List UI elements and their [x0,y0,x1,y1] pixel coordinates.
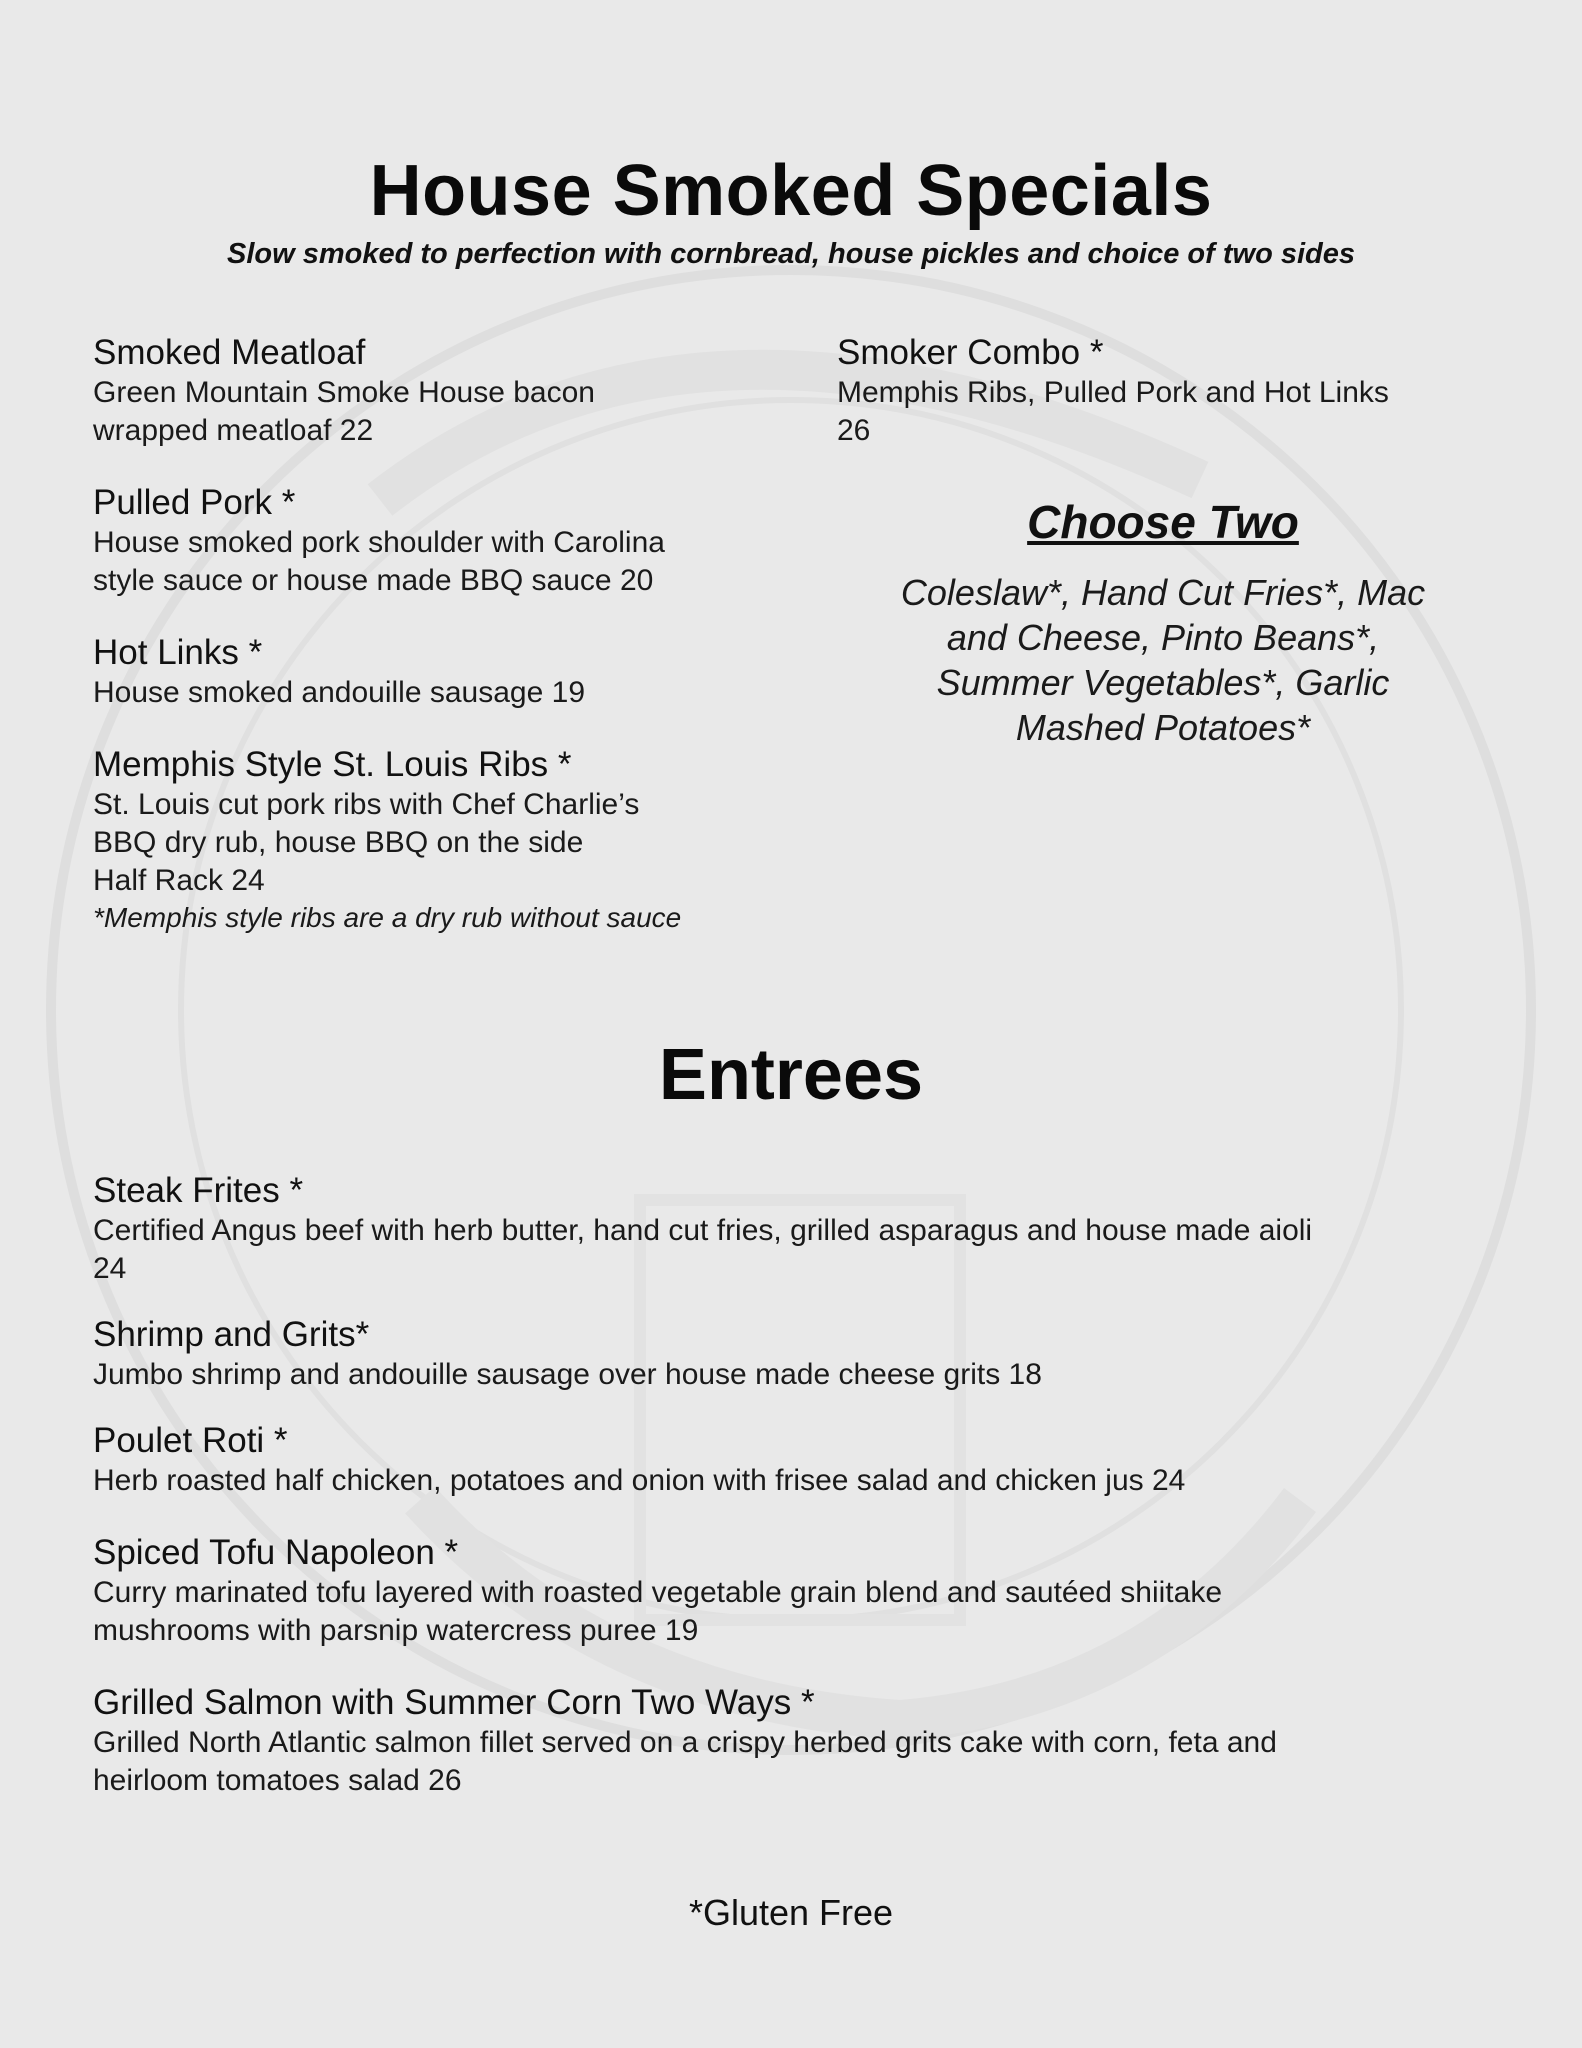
specials-right-column [837,332,1497,450]
item-desc: Grilled North Atlantic salmon fillet served on a crispy herbed grits cake with corn, feta and [93,1726,1277,1759]
menu-item-memphis-ribs [93,744,773,936]
sides-line: and Cheese, Pinto Beans*, [946,617,1380,658]
menu-item-steak-frites [93,1170,1513,1288]
menu-item-hot-links [93,632,773,712]
item-name: Smoker Combo * [837,333,1104,372]
item-desc: heirloom tomatoes salad 26 [93,1764,462,1797]
menu-item-poulet-roti [93,1420,1513,1500]
item-desc: House smoked pork shoulder with Carolina [93,526,665,559]
entrees-title: Entrees [658,1035,924,1115]
item-note: *Memphis style ribs are a dry rub without sauce [93,902,682,933]
sides-line: Mashed Potatoes* [1015,707,1311,748]
gluten-free-note: *Gluten Free [688,1892,894,1933]
item-desc: St. Louis cut pork ribs with Chef Charlie’s [93,788,640,821]
item-name: Memphis Style St. Louis Ribs * [93,745,572,784]
item-desc: Jumbo shrimp and andouille sausage over house made cheese grits 18 [93,1358,1042,1391]
sides-line: Summer Vegetables*, Garlic [936,662,1390,703]
item-desc: 26 [837,414,871,447]
item-name: Smoked Meatloaf [93,333,366,372]
sides-list [870,570,1456,750]
item-name: Grilled Salmon with Summer Corn Two Ways * [93,1683,815,1722]
item-desc: wrapped meatloaf 22 [93,414,374,447]
item-desc: Curry marinated tofu layered with roasted vegetable grain blend and sautéed shiitake [93,1576,1223,1609]
item-desc: style sauce or house made BBQ sauce 20 [93,564,654,597]
sides-section [870,494,1456,750]
menu-item-smoker-combo [837,332,1497,450]
item-name: Spiced Tofu Napoleon * [93,1533,459,1572]
item-desc: BBQ dry rub, house BBQ on the side [93,826,584,859]
specials-title: House Smoked Specials [369,151,1213,231]
menu-item-shrimp-and-grits [93,1314,1513,1394]
item-name: Shrimp and Grits* [93,1315,370,1354]
item-desc: Memphis Ribs, Pulled Pork and Hot Links [837,376,1389,409]
item-name: Pulled Pork * [93,483,296,522]
sides-line: Coleslaw*, Hand Cut Fries*, Mac [900,572,1426,613]
item-desc: Herb roasted half chicken, potatoes and onion with frisee salad and chicken jus 24 [93,1464,1186,1497]
specials-subtitle: Slow smoked to perfection with cornbread, house pickles and choice of two sides [227,238,1355,270]
item-name: Steak Frites * [93,1171,304,1210]
entrees-list [93,1170,1513,1800]
item-desc: mushrooms with parsnip watercress puree 19 [93,1614,699,1647]
sides-title: Choose Two [1027,496,1299,548]
menu-item-grilled-salmon [93,1682,1513,1800]
item-desc: Certified Angus beef with herb butter, hand cut fries, grilled asparagus and house made aioli [93,1214,1313,1247]
menu-item-pulled-pork [93,482,773,600]
item-desc: 24 [93,1252,127,1285]
item-desc: Green Mountain Smoke House bacon [93,376,595,409]
specials-left-column [93,332,773,936]
item-desc: House smoked andouille sausage 19 [93,676,585,709]
item-name: Poulet Roti * [93,1421,288,1460]
menu-item-smoked-meatloaf [93,332,773,450]
item-name: Hot Links * [93,633,263,672]
menu-item-spiced-tofu-napoleon [93,1532,1513,1650]
item-desc: Half Rack 24 [93,864,265,897]
